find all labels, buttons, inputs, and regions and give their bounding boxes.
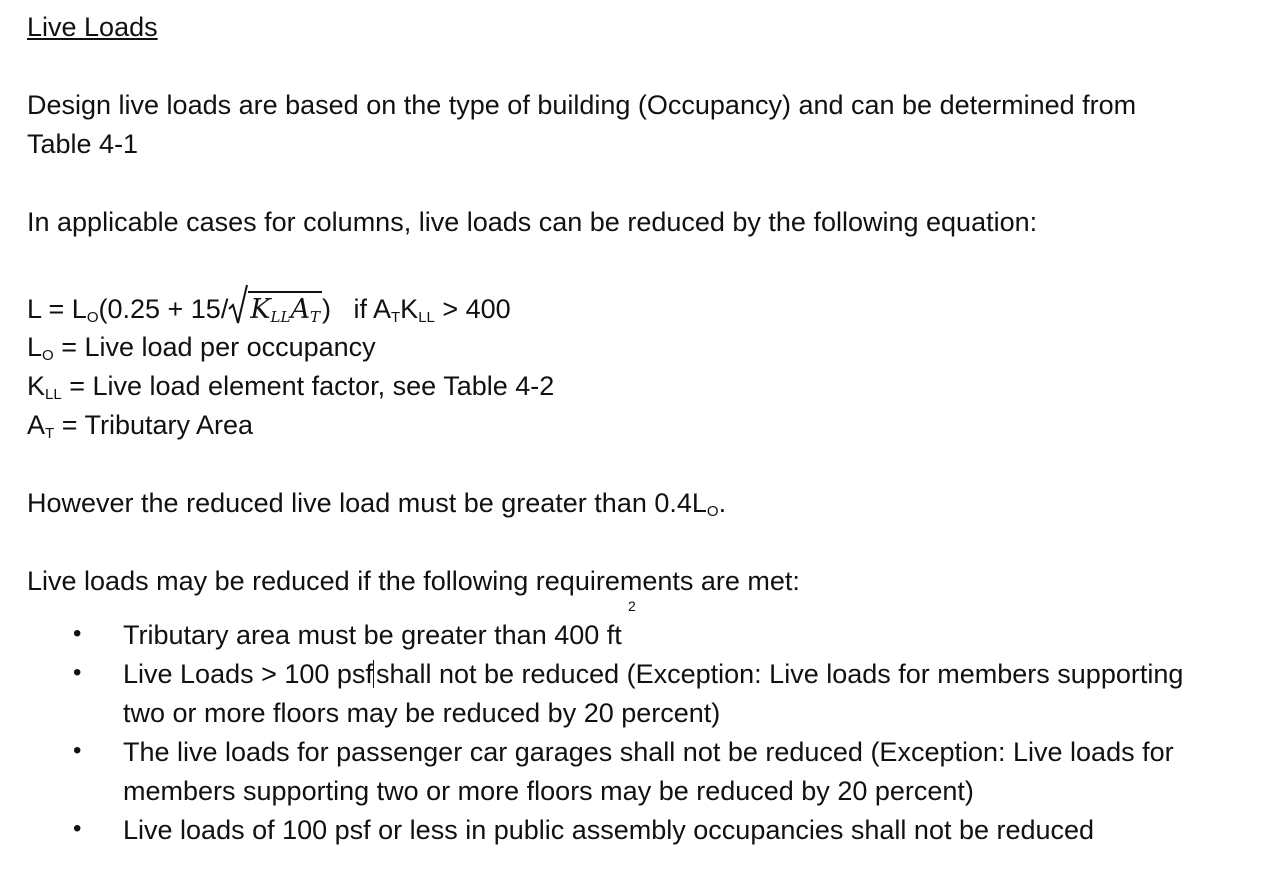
minimum-load-end: . (718, 488, 727, 518)
bullet2-line1-a: Live Loads > 100 psf (123, 659, 373, 689)
radicand-k-sub: LL (270, 308, 291, 326)
list-item-text-continuation: members supporting two or more floors may be reduced by 20 percent) (123, 776, 974, 806)
definition-lo (27, 331, 376, 363)
page-title: Live Loads (27, 12, 158, 42)
bullet1-text: Tributary area must be greater than 400 ft (123, 620, 622, 650)
definition-kll-symbol: K (27, 371, 46, 401)
text-cursor (373, 660, 374, 688)
list-item-text: Tributary area must be greater than 400 ft 2 (123, 598, 636, 650)
bullet-icon: • (73, 737, 82, 764)
paragraph-minimum-reduced-load (27, 487, 726, 519)
definition-lo-sub: O (42, 347, 54, 364)
square-root (228, 291, 322, 326)
list-item-text: Live loads of 100 psf or less in public assembly occupancies shall not be reduced (123, 815, 1095, 845)
radicand-k: K (250, 294, 271, 325)
definition-at (27, 409, 253, 441)
list-item-text-continuation: two or more floors may be reduced by 20 percent) (123, 698, 721, 728)
minimum-load-sub: O (706, 503, 719, 520)
paragraph-reduction-intro: In applicable cases for columns, live loads can be reduced by the following equation: (27, 207, 1038, 237)
definition-at-symbol: A (27, 410, 46, 440)
list-item-text: The live loads for passenger car garages shall not be reduced (Exception: Live loads for (123, 737, 1174, 767)
paragraph-requirements-intro: Live loads may be reduced if the following requirements are met: (27, 566, 800, 596)
definition-lo-text: = Live load per occupancy (53, 332, 376, 362)
definition-lo-symbol: L (27, 332, 43, 362)
equation-coefficient: (0.25 + 15/ (98, 294, 229, 324)
definition-kll (27, 370, 554, 402)
paragraph-design-live-loads-line2: Table 4-1 (27, 129, 139, 159)
radicand-a: A (290, 294, 310, 325)
radical-sign-icon (228, 283, 248, 327)
reduction-equation (27, 291, 511, 326)
equation-condition-prefix: if A (353, 294, 391, 324)
equation-condition-a-sub: T (391, 309, 401, 326)
equation-condition-k: K (400, 294, 419, 324)
equation-condition-suffix: > 400 (434, 294, 511, 324)
bullet-icon: • (73, 659, 82, 686)
equation-lhs-sub: O (86, 309, 99, 326)
equation-close: ) (321, 294, 331, 324)
bullet-icon: • (73, 620, 82, 647)
equation-lhs: L = L (27, 294, 87, 324)
radicand-a-sub: T (309, 308, 320, 326)
list-item-text (123, 655, 1183, 694)
definition-at-text: = Tributary Area (54, 410, 254, 440)
bullet2-line1-b: shall not be reduced (Exception: Live loads for members supporting (375, 659, 1184, 689)
paragraph-design-live-loads-line1: Design live loads are based on the type of building (Occupancy) and can be determined from (27, 90, 1137, 120)
equation-condition-k-sub: LL (418, 309, 435, 326)
definition-kll-text: = Live load element factor, see Table 4-2 (61, 371, 555, 401)
definition-at-sub: T (45, 425, 55, 442)
bullet-icon: • (73, 815, 82, 842)
definition-kll-sub: LL (45, 386, 62, 403)
radicand (248, 291, 322, 326)
minimum-load-text: However the reduced live load must be greater than 0.4L (27, 488, 707, 518)
